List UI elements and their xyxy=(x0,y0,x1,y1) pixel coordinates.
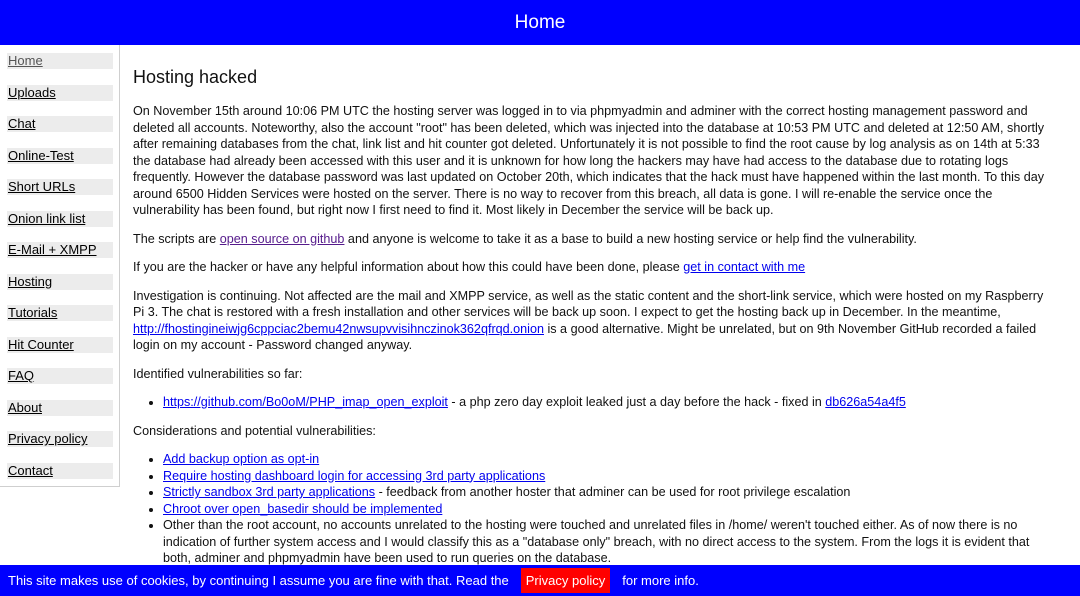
article-title: Hosting hacked xyxy=(133,67,258,87)
text: The scripts are xyxy=(133,231,220,246)
sidebar-item-tutorials[interactable]: Tutorials xyxy=(7,305,113,321)
sidebar xyxy=(0,45,120,487)
onion-alternative-link[interactable]: http://fhostingineiwjg6cppciac2bemu42nwsupvvisihnczinok362qfrqd.onion xyxy=(133,321,544,336)
commit-link[interactable]: db626a54a4f5 xyxy=(825,395,906,409)
vulnerabilities-heading: Identified vulnerabilities so far: xyxy=(133,366,303,381)
page-title: Home xyxy=(514,11,566,33)
list-item: • Other than the root account, no accounts unrelated to the hosting were touched and unrelated files in /home/ weren't touched either. As of now there is no indication of further system access and I would classify this as a "database only" breach, with no direct access to the system. From the logs it is evident that both, adminer and phpmyadmin have been used to run queries on the database. xyxy=(163,517,1055,567)
sidebar-item-short-urls[interactable]: Short URLs xyxy=(7,179,113,195)
sidebar-item-about[interactable]: About xyxy=(7,400,113,416)
sidebar-item-privacy-policy[interactable]: Privacy policy xyxy=(7,431,113,447)
considerations-heading: Considerations and potential vulnerabilities: xyxy=(133,423,376,438)
sidebar-item-email-xmpp[interactable]: E-Mail + XMPP xyxy=(7,242,113,258)
cookie-banner xyxy=(0,565,1080,596)
list-item xyxy=(163,484,1055,501)
vulnerabilities-list xyxy=(133,394,1055,411)
paragraph-incident: On November 15th around 10:06 PM UTC the hosting server was logged in to via phpmyadmin and adminer with the correct hosting management password and deleted all accounts. Noteworthy, also the account "root" has been deleted, which was injected into the database at 10:53 PM UTC and deleted at 12:50 AM, shortly after remaining databases from the chat, link list and hit counter got deleted. Unfortunately it is not possible to find the root cause by log analysis as on 14th at 5:33 the database had already been accessed with this user and it is unknown for how long the hackers may have had access to the database due to rotating logs frequently. However the database password was last updated on October 20th, which indicates that the hack must have happened within the last month. To this day around 6500 Hidden Services were hosted on the server. There is no way to recover from this breach, all data is gone. I will re-enable the service once the vulnerability has been found, but right now I first need to find it. Most likely in December the service will be back up. xyxy=(133,104,1045,217)
paragraph-contact xyxy=(133,259,1055,276)
cookie-text: This site makes use of cookies, by continuing I assume you are fine with that. Read the xyxy=(8,573,509,588)
github-source-link[interactable]: open source on github xyxy=(219,231,345,246)
sidebar-item-chat[interactable]: Chat xyxy=(7,116,113,132)
sidebar-item-onion-link-list[interactable]: Onion link list xyxy=(7,211,113,227)
site-header xyxy=(0,0,1080,45)
chroot-link[interactable]: Chroot over open_basedir should be implemented xyxy=(163,501,443,516)
dashboard-login-link[interactable]: Require hosting dashboard login for accessing 3rd party applications xyxy=(163,468,546,483)
backup-option-link[interactable]: Add backup option as opt-in xyxy=(163,452,320,466)
sidebar-item-hosting[interactable]: Hosting xyxy=(7,274,113,290)
list-item xyxy=(163,468,1055,485)
text: is a good alternative. Might be unrelated, but on 9th November GitHub recorded a failed login on my account - Password changed anyway. xyxy=(133,321,1037,352)
sidebar-item-home[interactable]: Home xyxy=(7,53,113,69)
sandbox-link[interactable]: Strictly sandbox 3rd party applications xyxy=(163,485,376,499)
cookie-text-end: for more info. xyxy=(622,573,699,588)
privacy-policy-button[interactable]: Privacy policy xyxy=(521,568,610,593)
text: - a php zero day exploit leaked just a day before the hack - fixed in xyxy=(447,395,826,409)
sidebar-item-contact[interactable]: Contact xyxy=(7,463,113,479)
list-item xyxy=(163,394,1055,411)
list-item xyxy=(163,501,1055,518)
sidebar-item-uploads[interactable]: Uploads xyxy=(7,85,113,101)
text: and anyone is welcome to take it as a base to build a new hosting service or help find the vulnerability. xyxy=(344,231,917,246)
main-content xyxy=(133,54,1055,579)
exploit-link[interactable]: https://github.com/Bo0oM/PHP_imap_open_exploit xyxy=(163,395,448,409)
text: Investigation is continuing. Not affected are the mail and XMPP service, as well as the static content and the short-link service, which were hosted on my Raspberry Pi 3. The chat is restored with a fresh installation and other services will be back up soon. I expect to get the hosting back up in December. In the meantime, xyxy=(133,288,1044,319)
considerations-list xyxy=(133,451,1055,567)
text: - feedback from another hoster that adminer can be used for root privilege escalation xyxy=(375,485,851,499)
paragraph-investigation xyxy=(133,288,1055,354)
sidebar-item-hit-counter[interactable]: Hit Counter xyxy=(7,337,113,353)
text: If you are the hacker or have any helpful information about how this could have been done, please xyxy=(133,260,684,274)
contact-link[interactable]: get in contact with me xyxy=(683,260,806,274)
sidebar-item-faq[interactable]: FAQ xyxy=(7,368,113,384)
sidebar-item-online-test[interactable]: Online-Test xyxy=(7,148,113,164)
list-item xyxy=(163,451,1055,468)
paragraph-scripts xyxy=(133,231,1055,248)
